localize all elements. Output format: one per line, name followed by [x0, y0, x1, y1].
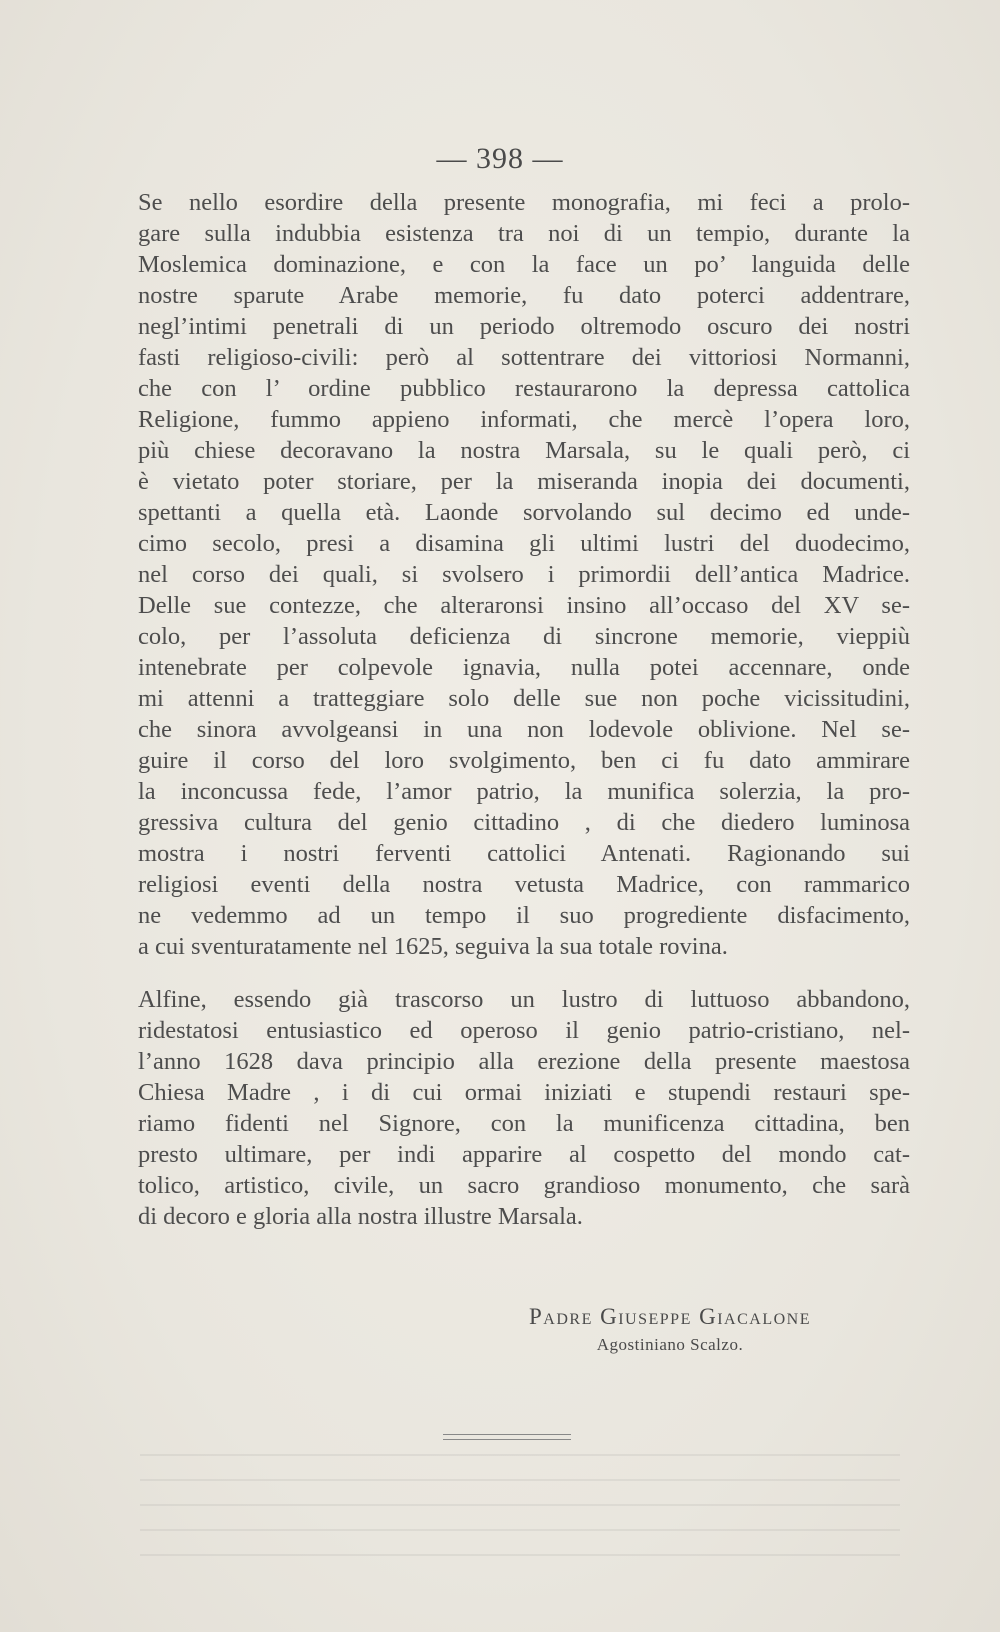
text-line: presto ultimare, per indi apparire al cospetto del mondo cat-	[138, 1141, 910, 1168]
closing-double-rule	[443, 1434, 571, 1440]
author-name: Padre Giuseppe Giacalone	[529, 1304, 811, 1329]
text-line: che sinora avvolgeansi in una non lodevole oblivione. Nel se-	[138, 716, 910, 743]
text-line: più chiese decoravano la nostra Marsala, su le quali però, ci	[138, 437, 910, 464]
text-line: religiosi eventi della nostra vetusta Madrice, con rammarico	[138, 871, 910, 898]
text-line: a cui sventuratamente nel 1625, seguiva la sua totale rovina.	[138, 933, 728, 960]
text-line: mi attenni a tratteggiare solo delle sue non poche vicissitudini,	[138, 685, 910, 712]
text-line: la inconcussa fede, l’amor patrio, la munifica solerzia, la pro-	[138, 778, 910, 805]
paragraph-2	[138, 984, 910, 1232]
text-line: l’anno 1628 dava principio alla erezione della presente maestosa	[138, 1048, 910, 1075]
text-line: negl’intimi penetrali di un periodo oltremodo oscuro dei nostri	[138, 313, 910, 340]
page-number: — 398 —	[436, 142, 564, 175]
text-line: gare sulla indubbia esistenza tra noi di un tempio, durante la	[138, 220, 910, 247]
text-line: Moslemica dominazione, e con la face un po’ languida delle	[138, 251, 910, 278]
text-line: è vietato poter storiare, per la miseranda inopia dei documenti,	[138, 468, 910, 495]
author-title: Agostiniano Scalzo.	[596, 1335, 744, 1354]
text-line: di decoro e gloria alla nostra illustre Marsala.	[138, 1203, 583, 1230]
text-line: gressiva cultura del genio cittadino , di che diedero luminosa	[138, 809, 910, 836]
text-line: ne vedemmo ad un tempo il suo progrediente disfacimento,	[138, 902, 910, 929]
text-line: Delle sue contezze, che alteraronsi insino all’occaso del XV se-	[138, 592, 910, 619]
text-line: che con l’ ordine pubblico restaurarono la depressa cattolica	[138, 375, 910, 402]
bleed-through-shadow	[140, 1440, 900, 1560]
text-line: fasti religioso-civili: però al sottentrare dei vittoriosi Normanni,	[138, 344, 910, 371]
text-line: Alfine, essendo già trascorso un lustro di luttuoso abbandono,	[138, 986, 910, 1013]
text-line: nel corso dei quali, si svolsero i primordii dell’antica Madrice.	[138, 561, 910, 588]
text-line: colo, per l’assoluta deficienza di sincrone memorie, vieppiù	[138, 623, 910, 650]
text-line: guire il corso del loro svolgimento, ben ci fu dato ammirare	[138, 747, 910, 774]
signature-block	[495, 1302, 845, 1358]
text-line: Se nello esordire della presente monografia, mi feci a prolo-	[138, 189, 910, 216]
text-line: cimo secolo, presi a disamina gli ultimi lustri del duodecimo,	[138, 530, 910, 557]
text-line: mostra i nostri ferventi cattolici Antenati. Ragionando sui	[138, 840, 910, 867]
text-line: tolico, artistico, civile, un sacro grandioso monumento, che sarà	[138, 1172, 910, 1199]
text-line: spettanti a quella età. Laonde sorvolando sul decimo ed unde-	[138, 499, 910, 526]
paragraph-1	[138, 187, 910, 962]
text-line: ridestatosi entusiastico ed operoso il genio patrio-cristiano, nel-	[138, 1017, 910, 1044]
text-line: Religione, fummo appieno informati, che mercè l’opera loro,	[138, 406, 910, 433]
text-line: Chiesa Madre , i di cui ormai iniziati e stupendi restauri spe-	[138, 1079, 910, 1106]
text-line: riamo fidenti nel Signore, con la munificenza cittadina, ben	[138, 1110, 910, 1137]
text-line: nostre sparute Arabe memorie, fu dato poterci addentrare,	[138, 282, 910, 309]
text-line: intenebrate per colpevole ignavia, nulla potei accennare, onde	[138, 654, 910, 681]
